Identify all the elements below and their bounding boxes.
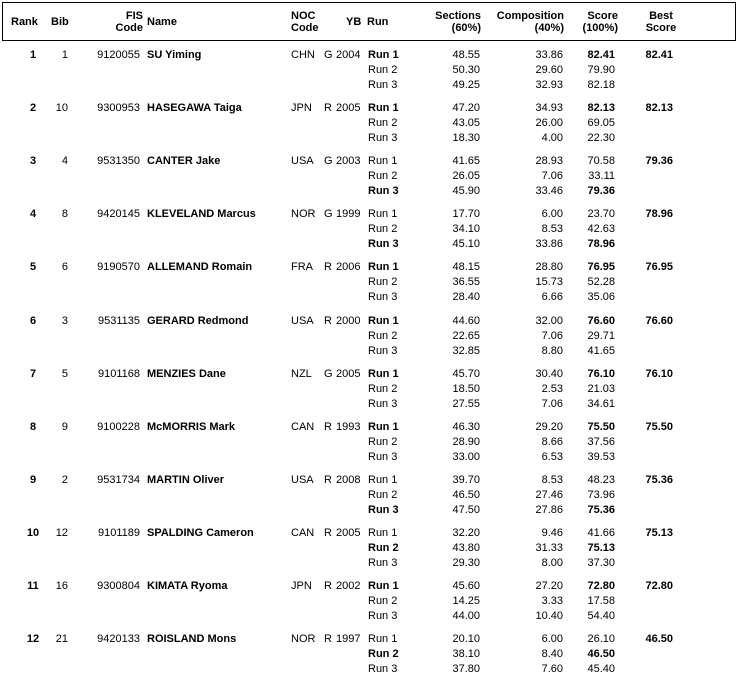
composition-cell: 26.00: [535, 117, 563, 129]
athlete-name: MENZIES Dane: [147, 368, 226, 380]
fis-code-cell: 9531135: [97, 315, 140, 327]
yb-cell: 2003: [336, 155, 361, 167]
best-score-cell: 46.50: [645, 633, 673, 645]
yb-cell: 1999: [336, 208, 361, 220]
header-best-line1: Best: [649, 10, 673, 22]
bib-cell: 2: [61, 474, 68, 486]
status-cell: G: [324, 155, 333, 167]
bib-cell: 4: [61, 155, 68, 167]
run-label: Run 2: [368, 223, 398, 235]
noc-cell: JPN: [291, 102, 312, 114]
athlete-name: SU Yiming: [147, 49, 202, 61]
run-label: Run 3: [368, 451, 398, 463]
composition-cell: 6.53: [541, 451, 563, 463]
best-score-cell: 76.60: [645, 315, 673, 327]
bib-cell: 9: [61, 421, 68, 433]
composition-cell: 29.60: [535, 64, 563, 76]
fis-code-cell: 9190570: [97, 261, 140, 273]
yb-cell: 2005: [336, 368, 361, 380]
rank-cell: 9: [29, 474, 37, 486]
score-cell: 37.56: [587, 436, 615, 448]
run-label: Run 1: [368, 580, 399, 592]
status-cell: G: [324, 368, 333, 380]
noc-cell: JPN: [291, 580, 312, 592]
composition-cell: 8.53: [541, 223, 563, 235]
run-label: Run 1: [368, 102, 399, 114]
fis-code-cell: 9100228: [97, 421, 140, 433]
header-score-line2: (100%): [582, 22, 618, 34]
composition-cell: 8.00: [541, 557, 563, 569]
score-cell: 33.11: [588, 170, 615, 182]
best-score-cell: 82.13: [645, 102, 673, 114]
noc-cell: CAN: [291, 527, 315, 539]
run-label: Run 1: [368, 368, 399, 380]
score-cell: 21.03: [587, 383, 615, 395]
sections-cell: 34.10: [452, 223, 480, 235]
run-label: Run 1: [368, 474, 398, 486]
yb-cell: 2005: [336, 102, 361, 114]
header-name: Name: [147, 16, 177, 28]
sections-cell: 39.70: [452, 474, 480, 486]
sections-cell: 22.65: [452, 330, 480, 342]
sections-cell: 32.85: [452, 345, 480, 357]
run-label: Run 1: [368, 261, 399, 273]
run-label: Run 2: [368, 542, 399, 554]
score-cell: 79.36: [587, 185, 615, 197]
composition-cell: 4.00: [541, 132, 563, 144]
athlete-name: KLEVELAND Marcus: [147, 208, 256, 220]
composition-cell: 6.00: [541, 208, 563, 220]
sections-cell: 45.70: [452, 368, 480, 380]
athlete-name: MARTIN Oliver: [147, 474, 225, 486]
header-fis-code-line2: Code: [115, 22, 143, 34]
run-label: Run 1: [368, 527, 398, 539]
score-cell: 35.06: [587, 291, 615, 303]
bib-cell: 10: [55, 102, 68, 114]
score-cell: 37.30: [587, 557, 615, 569]
score-cell: 76.10: [587, 368, 615, 380]
sections-cell: 48.15: [452, 261, 480, 273]
run-label: Run 2: [368, 648, 399, 660]
score-cell: 52.28: [587, 276, 615, 288]
header-score-line1: Score: [587, 10, 618, 22]
sections-cell: 37.80: [452, 663, 480, 675]
yb-cell: 1993: [336, 421, 361, 433]
yb-cell: 2002: [336, 580, 361, 592]
yb-cell: 1997: [336, 633, 361, 645]
sections-cell: 41.65: [452, 155, 480, 167]
score-cell: 41.65: [587, 345, 615, 357]
noc-cell: USA: [291, 315, 314, 327]
run-label: Run 2: [368, 64, 398, 76]
composition-cell: 3.33: [541, 595, 563, 607]
run-label: Run 3: [368, 398, 398, 410]
composition-cell: 6.66: [541, 291, 563, 303]
sections-cell: 46.30: [452, 421, 480, 433]
athlete-name: CANTER Jake: [147, 155, 221, 167]
status-cell: R: [324, 474, 332, 486]
score-cell: 70.58: [587, 155, 615, 167]
best-score-cell: 75.36: [645, 474, 673, 486]
noc-cell: CHN: [291, 49, 315, 61]
composition-cell: 10.40: [535, 610, 563, 622]
header-composition-line1: Composition: [496, 10, 564, 22]
athlete-name: ROISLAND Mons: [147, 633, 237, 645]
composition-cell: 27.86: [535, 504, 563, 516]
sections-cell: 14.25: [452, 595, 480, 607]
composition-cell: 7.60: [541, 663, 563, 675]
noc-cell: NZL: [291, 368, 312, 380]
run-label: Run 3: [368, 238, 399, 250]
sections-cell: 47.50: [452, 504, 480, 516]
sections-cell: 27.55: [452, 398, 480, 410]
best-score-cell: 79.36: [645, 155, 673, 167]
composition-cell: 8.53: [541, 474, 563, 486]
run-label: Run 3: [368, 79, 398, 91]
sections-cell: 43.05: [452, 117, 480, 129]
run-label: Run 1: [368, 421, 399, 433]
table-header: [2, 2, 736, 41]
score-cell: 17.58: [587, 595, 615, 607]
noc-cell: NOR: [291, 633, 316, 645]
composition-cell: 7.06: [541, 398, 563, 410]
score-cell: 23.70: [587, 208, 615, 220]
composition-cell: 28.93: [535, 155, 563, 167]
score-cell: 75.13: [587, 542, 615, 554]
sections-cell: 18.30: [452, 132, 480, 144]
status-cell: G: [324, 208, 333, 220]
composition-cell: 29.20: [535, 421, 563, 433]
sections-cell: 44.60: [452, 315, 480, 327]
sections-cell: 47.20: [452, 102, 480, 114]
rank-cell: 12: [26, 633, 40, 645]
composition-cell: 8.80: [541, 345, 563, 357]
status-cell: R: [324, 580, 332, 592]
sections-cell: 32.20: [452, 527, 480, 539]
sections-cell: 18.50: [452, 383, 480, 395]
athlete-name: KIMATA Ryoma: [147, 580, 228, 592]
header-noc-line1: NOC: [291, 10, 316, 22]
best-score-cell: 75.50: [645, 421, 673, 433]
composition-cell: 2.53: [541, 383, 563, 395]
composition-cell: 15.73: [535, 276, 563, 288]
score-cell: 75.36: [587, 504, 615, 516]
header-run: Run: [367, 16, 389, 28]
composition-cell: 8.66: [541, 436, 563, 448]
sections-cell: 44.00: [452, 610, 480, 622]
composition-cell: 32.93: [535, 79, 563, 91]
fis-code-cell: 9531734: [97, 474, 140, 486]
yb-cell: 2004: [336, 49, 361, 61]
status-cell: R: [324, 315, 332, 327]
rank-cell: 6: [29, 315, 37, 327]
run-label: Run 3: [368, 132, 398, 144]
fis-code-cell: 9300953: [97, 102, 140, 114]
run-label: Run 2: [368, 276, 398, 288]
best-score-cell: 82.41: [645, 49, 673, 61]
status-cell: R: [324, 102, 332, 114]
rank-cell: 5: [29, 261, 37, 273]
bib-cell: 8: [61, 208, 68, 220]
sections-cell: 28.40: [452, 291, 480, 303]
composition-cell: 27.20: [535, 580, 563, 592]
rank-cell: 8: [29, 421, 37, 433]
run-label: Run 2: [368, 595, 398, 607]
yb-cell: 2005: [336, 527, 361, 539]
composition-cell: 33.86: [535, 238, 563, 250]
noc-cell: USA: [291, 155, 314, 167]
score-cell: 72.80: [587, 580, 615, 592]
sections-cell: 33.00: [452, 451, 480, 463]
sections-cell: 43.80: [452, 542, 480, 554]
status-cell: R: [324, 633, 332, 645]
rank-cell: 4: [29, 208, 37, 220]
run-label: Run 3: [368, 610, 398, 622]
score-cell: 54.40: [587, 610, 615, 622]
athlete-name: HASEGAWA Taiga: [147, 102, 242, 114]
yb-cell: 2008: [336, 474, 361, 486]
score-cell: 39.53: [587, 451, 615, 463]
rank-cell: 11: [27, 580, 39, 592]
composition-cell: 7.06: [541, 330, 563, 342]
sections-cell: 48.55: [452, 49, 480, 61]
best-score-cell: 76.95: [645, 261, 673, 273]
sections-cell: 45.60: [452, 580, 480, 592]
score-cell: 22.30: [587, 132, 615, 144]
run-label: Run 2: [368, 330, 398, 342]
rank-cell: 10: [26, 527, 40, 539]
rank-cell: 1: [29, 49, 37, 61]
sections-cell: 46.50: [452, 489, 480, 501]
fis-code-cell: 9300804: [97, 580, 140, 592]
score-cell: 76.60: [587, 315, 615, 327]
yb-cell: 2006: [336, 261, 361, 273]
composition-cell: 6.00: [541, 633, 563, 645]
score-cell: 26.10: [587, 633, 615, 645]
run-label: Run 2: [368, 170, 398, 182]
run-label: Run 2: [368, 383, 398, 395]
run-label: Run 1: [368, 49, 399, 61]
rank-cell: 7: [29, 368, 37, 380]
athlete-name: McMORRIS Mark: [147, 421, 236, 433]
sections-cell: 28.90: [452, 436, 480, 448]
status-cell: G: [324, 49, 333, 61]
sections-cell: 50.30: [452, 64, 480, 76]
score-cell: 42.63: [587, 223, 615, 235]
best-score-cell: 76.10: [645, 368, 673, 380]
bib-cell: 6: [61, 261, 68, 273]
header-sections-line1: Sections: [435, 10, 481, 22]
status-cell: R: [324, 527, 332, 539]
header-fis-code-line1: FIS: [125, 10, 143, 22]
bib-cell: 1: [61, 49, 68, 61]
fis-code-cell: 9101189: [97, 527, 140, 539]
run-label: Run 1: [368, 315, 399, 327]
header-yb: YB: [346, 16, 362, 28]
composition-cell: 28.80: [535, 261, 563, 273]
bib-cell: 5: [61, 368, 68, 380]
header-noc-line2: Code: [291, 22, 319, 34]
yb-cell: 2000: [336, 315, 361, 327]
rank-cell: 2: [29, 102, 37, 114]
best-score-cell: 72.80: [645, 580, 673, 592]
best-score-cell: 78.96: [645, 208, 673, 220]
rank-cell: 3: [29, 155, 37, 167]
composition-cell: 32.00: [535, 315, 563, 327]
composition-cell: 9.46: [541, 527, 563, 539]
noc-cell: USA: [291, 474, 314, 486]
noc-cell: CAN: [291, 421, 315, 433]
score-cell: 82.18: [587, 79, 615, 91]
composition-cell: 27.46: [535, 489, 563, 501]
run-label: Run 3: [368, 663, 398, 675]
best-score-cell: 75.13: [645, 527, 673, 539]
composition-cell: 30.40: [535, 368, 563, 380]
bib-cell: 12: [55, 527, 68, 539]
fis-code-cell: 9120055: [97, 49, 140, 61]
score-cell: 75.50: [587, 421, 615, 433]
sections-cell: 38.10: [452, 648, 480, 660]
bib-cell: 16: [55, 580, 68, 592]
run-label: Run 2: [368, 489, 398, 501]
sections-cell: 36.55: [452, 276, 480, 288]
composition-cell: 34.93: [535, 102, 563, 114]
header-composition-line2: (40%): [534, 22, 564, 34]
sections-cell: 17.70: [452, 208, 480, 220]
score-cell: 76.95: [587, 261, 615, 273]
status-cell: R: [324, 421, 332, 433]
bib-cell: 21: [55, 633, 68, 645]
score-cell: 79.90: [587, 64, 615, 76]
run-label: Run 1: [368, 208, 398, 220]
composition-cell: 33.86: [535, 49, 563, 61]
sections-cell: 49.25: [452, 79, 480, 91]
score-cell: 78.96: [587, 238, 615, 250]
score-cell: 46.50: [587, 648, 615, 660]
score-cell: 41.66: [587, 527, 615, 539]
score-cell: 82.41: [587, 49, 615, 61]
score-cell: 69.05: [587, 117, 615, 129]
composition-cell: 33.46: [535, 185, 563, 197]
athlete-name: GERARD Redmond: [147, 315, 249, 327]
run-label: Run 2: [368, 117, 398, 129]
run-label: Run 3: [368, 291, 398, 303]
bib-cell: 3: [61, 315, 68, 327]
run-label: Run 3: [368, 504, 399, 516]
run-label: Run 3: [368, 185, 399, 197]
athlete-name: ALLEMAND Romain: [147, 261, 253, 273]
noc-cell: NOR: [291, 208, 316, 220]
score-cell: 73.96: [587, 489, 615, 501]
composition-cell: 7.06: [541, 170, 563, 182]
run-label: Run 2: [368, 436, 398, 448]
score-cell: 45.40: [587, 663, 615, 675]
header-rank: Rank: [11, 16, 38, 28]
run-label: Run 1: [368, 155, 398, 167]
header-best-line2: Score: [645, 22, 677, 34]
noc-cell: FRA: [291, 261, 313, 273]
sections-cell: 26.05: [452, 170, 480, 182]
sections-cell: 29.30: [452, 557, 480, 569]
score-cell: 34.61: [587, 398, 615, 410]
header-bib: Bib: [51, 16, 69, 28]
composition-cell: 31.33: [535, 542, 563, 554]
composition-cell: 8.40: [541, 648, 563, 660]
sections-cell: 45.90: [452, 185, 480, 197]
run-label: Run 3: [368, 557, 398, 569]
score-cell: 29.71: [587, 330, 615, 342]
sections-cell: 45.10: [452, 238, 480, 250]
fis-code-cell: 9531350: [97, 155, 140, 167]
athlete-name: SPALDING Cameron: [147, 527, 254, 539]
score-cell: 82.13: [587, 102, 615, 114]
run-label: Run 1: [368, 633, 398, 645]
fis-code-cell: 9101168: [97, 368, 140, 380]
run-label: Run 3: [368, 345, 398, 357]
status-cell: R: [324, 261, 332, 273]
header-sections-line2: (60%): [451, 22, 481, 34]
sections-cell: 20.10: [452, 633, 480, 645]
fis-code-cell: 9420133: [97, 633, 140, 645]
fis-code-cell: 9420145: [97, 208, 140, 220]
score-cell: 48.23: [587, 474, 615, 486]
